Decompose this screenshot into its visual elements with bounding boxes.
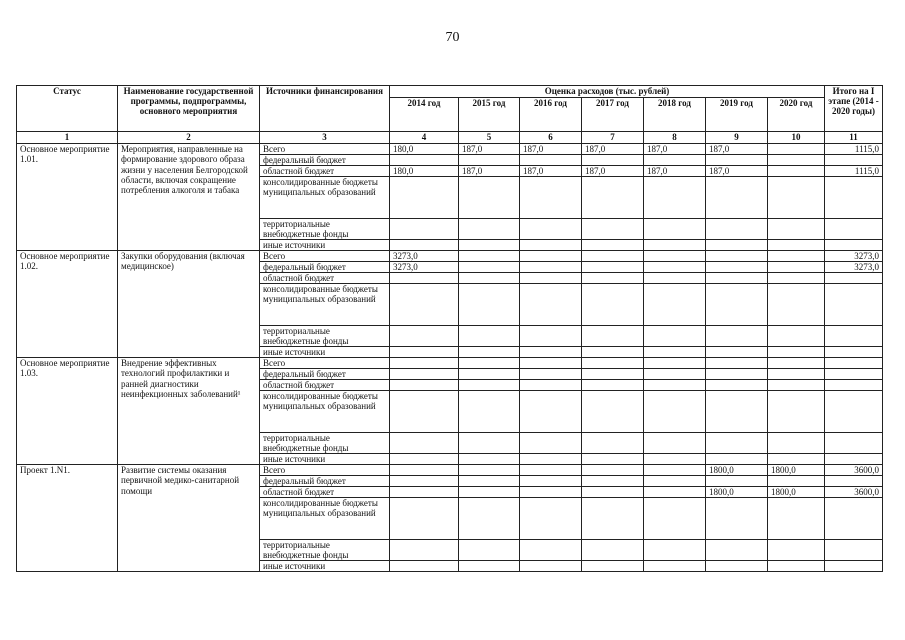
column-numbers-row [17,132,883,144]
year-value-cell [520,177,582,219]
year-value-cell [582,155,644,166]
row-status: Основное мероприятие 1.02. [17,251,118,358]
header-costs-group: Оценка расходов (тыс. рублей) [390,86,825,98]
year-value-cell [582,433,644,454]
year-value-cell [644,251,706,262]
year-value-cell [582,454,644,465]
total-value-cell [825,284,883,326]
year-value-cell [706,391,768,433]
year-value-cell: 3273,0 [390,251,459,262]
year-value-cell [644,240,706,251]
year-value-cell: 1800,0 [768,465,825,476]
column-number: 8 [644,132,706,144]
year-value-cell [459,273,520,284]
year-value-cell [390,498,459,540]
row-activity-name: Развитие системы оказания первичной медико-санитарной помощи [118,465,260,572]
total-value-cell [825,540,883,561]
year-value-cell [706,454,768,465]
year-value-cell: 187,0 [644,144,706,155]
header-sources: Источники финансирования [260,86,390,132]
year-value-cell [768,347,825,358]
year-value-cell [706,240,768,251]
year-value-cell [768,498,825,540]
year-value-cell [459,454,520,465]
year-value-cell [459,476,520,487]
year-value-cell [706,284,768,326]
year-value-cell [644,454,706,465]
header-year: 2016 год [520,98,582,132]
total-value-cell [825,155,883,166]
total-value-cell [825,454,883,465]
funding-source-label: территориальные внебюджетные фонды [260,540,390,561]
year-value-cell [520,369,582,380]
year-value-cell [768,155,825,166]
year-value-cell [520,347,582,358]
funding-source-label: консолидированные бюджеты муниципальных образований [260,498,390,540]
year-value-cell: 187,0 [582,166,644,177]
year-value-cell [644,561,706,572]
year-value-cell [520,561,582,572]
total-value-cell [825,369,883,380]
year-value-cell [520,240,582,251]
column-number: 6 [520,132,582,144]
funding-source-label: Всего [260,144,390,155]
budget-table [16,85,883,572]
year-value-cell [390,380,459,391]
funding-source-label: областной бюджет [260,487,390,498]
year-value-cell [459,498,520,540]
year-value-cell: 187,0 [459,144,520,155]
year-value-cell [768,369,825,380]
row-status: Основное мероприятие 1.03. [17,358,118,465]
year-value-cell [390,487,459,498]
row-status: Проект 1.N1. [17,465,118,572]
year-value-cell [582,476,644,487]
total-value-cell [825,358,883,369]
header-year: 2015 год [459,98,520,132]
year-value-cell [706,177,768,219]
year-value-cell [520,284,582,326]
year-value-cell: 187,0 [582,144,644,155]
year-value-cell [520,219,582,240]
year-value-cell [390,391,459,433]
funding-source-label: федеральный бюджет [260,262,390,273]
year-value-cell [644,391,706,433]
total-value-cell [825,391,883,433]
year-value-cell [459,251,520,262]
year-value-cell [706,433,768,454]
year-value-cell: 187,0 [706,144,768,155]
year-value-cell: 1800,0 [768,487,825,498]
year-value-cell [390,540,459,561]
page-number: 70 [445,30,460,45]
year-value-cell [644,273,706,284]
total-value-cell [825,347,883,358]
year-value-cell [390,454,459,465]
year-value-cell [520,476,582,487]
year-value-cell [459,240,520,251]
column-number: 11 [825,132,883,144]
total-value-cell [825,326,883,347]
row-status: Основное мероприятие 1.01. [17,144,118,251]
year-value-cell [582,465,644,476]
year-value-cell: 180,0 [390,166,459,177]
funding-source-label: иные источники [260,561,390,572]
year-value-cell [768,166,825,177]
column-number: 9 [706,132,768,144]
table-row [17,358,883,369]
row-activity-name: Внедрение эффективных технологий профилактики и ранней диагностики неинфекционных заболеваний¹ [118,358,260,465]
header-year: 2014 год [390,98,459,132]
year-value-cell [582,380,644,391]
year-value-cell [582,240,644,251]
total-value-cell [825,433,883,454]
year-value-cell [390,347,459,358]
funding-source-label: Всего [260,465,390,476]
funding-source-label: консолидированные бюджеты муниципальных образований [260,284,390,326]
year-value-cell [768,251,825,262]
year-value-cell [582,487,644,498]
funding-source-label: консолидированные бюджеты муниципальных образований [260,391,390,433]
funding-source-label: иные источники [260,347,390,358]
year-value-cell: 187,0 [706,166,768,177]
year-value-cell [459,262,520,273]
year-value-cell [520,262,582,273]
table-row [17,465,883,476]
year-value-cell [520,465,582,476]
header-year: 2017 год [582,98,644,132]
year-value-cell [706,155,768,166]
year-value-cell [706,369,768,380]
header-year: 2019 год [706,98,768,132]
year-value-cell [390,240,459,251]
year-value-cell [768,219,825,240]
year-value-cell [644,498,706,540]
header-year: 2020 год [768,98,825,132]
column-number: 5 [459,132,520,144]
year-value-cell [706,219,768,240]
total-value-cell [825,380,883,391]
year-value-cell [768,561,825,572]
year-value-cell [520,155,582,166]
year-value-cell [706,476,768,487]
year-value-cell [520,498,582,540]
year-value-cell [390,177,459,219]
year-value-cell [644,465,706,476]
funding-source-label: областной бюджет [260,380,390,391]
total-value-cell [825,177,883,219]
year-value-cell [390,284,459,326]
funding-source-label: областной бюджет [260,273,390,284]
year-value-cell [644,155,706,166]
year-value-cell: 1800,0 [706,465,768,476]
year-value-cell [520,273,582,284]
year-value-cell [459,487,520,498]
funding-source-label: областной бюджет [260,166,390,177]
year-value-cell [644,284,706,326]
year-value-cell [520,454,582,465]
year-value-cell [706,251,768,262]
year-value-cell [768,326,825,347]
year-value-cell [459,465,520,476]
year-value-cell [390,465,459,476]
year-value-cell [582,326,644,347]
funding-source-label: федеральный бюджет [260,476,390,487]
year-value-cell [520,326,582,347]
total-value-cell [825,476,883,487]
year-value-cell [768,273,825,284]
year-value-cell [706,498,768,540]
year-value-cell [390,273,459,284]
year-value-cell [644,326,706,347]
total-value-cell [825,219,883,240]
year-value-cell [644,433,706,454]
year-value-cell: 187,0 [520,166,582,177]
year-value-cell [520,540,582,561]
year-value-cell [582,284,644,326]
year-value-cell [390,561,459,572]
year-value-cell [706,347,768,358]
year-value-cell [520,487,582,498]
year-value-cell [459,369,520,380]
total-value-cell: 3600,0 [825,465,883,476]
year-value-cell [390,358,459,369]
total-value-cell: 3273,0 [825,262,883,273]
year-value-cell [644,347,706,358]
year-value-cell [768,177,825,219]
year-value-cell [768,391,825,433]
year-value-cell [459,326,520,347]
year-value-cell [459,540,520,561]
year-value-cell [459,177,520,219]
year-value-cell: 187,0 [459,166,520,177]
year-value-cell [390,476,459,487]
year-value-cell [390,155,459,166]
year-value-cell [459,219,520,240]
year-value-cell [644,262,706,273]
year-value-cell [390,433,459,454]
year-value-cell [768,144,825,155]
funding-source-label: иные источники [260,454,390,465]
year-value-cell [459,380,520,391]
total-value-cell: 3273,0 [825,251,883,262]
year-value-cell [520,358,582,369]
total-value-cell: 3600,0 [825,487,883,498]
year-value-cell [706,380,768,391]
year-value-cell [582,262,644,273]
year-value-cell [390,326,459,347]
funding-source-label: территориальные внебюджетные фонды [260,219,390,240]
year-value-cell: 180,0 [390,144,459,155]
year-value-cell [644,476,706,487]
year-value-cell [768,262,825,273]
table-row [17,144,883,155]
year-value-cell [706,561,768,572]
funding-source-label: территориальные внебюджетные фонды [260,433,390,454]
total-value-cell [825,240,883,251]
year-value-cell [644,177,706,219]
column-number: 3 [260,132,390,144]
year-value-cell [768,454,825,465]
year-value-cell [768,476,825,487]
year-value-cell: 187,0 [644,166,706,177]
year-value-cell [706,262,768,273]
column-number: 2 [118,132,260,144]
year-value-cell [768,240,825,251]
year-value-cell [706,273,768,284]
funding-source-label: иные источники [260,240,390,251]
year-value-cell [582,251,644,262]
year-value-cell [706,540,768,561]
year-value-cell [459,433,520,454]
year-value-cell [459,347,520,358]
year-value-cell: 3273,0 [390,262,459,273]
year-value-cell [459,391,520,433]
year-value-cell [644,369,706,380]
year-value-cell [644,380,706,391]
year-value-cell [768,540,825,561]
year-value-cell [768,358,825,369]
funding-source-label: федеральный бюджет [260,155,390,166]
year-value-cell: 1800,0 [706,487,768,498]
year-value-cell [582,561,644,572]
year-value-cell [520,391,582,433]
year-value-cell [390,369,459,380]
year-value-cell [706,326,768,347]
total-value-cell [825,561,883,572]
row-activity-name: Мероприятия, направленные на формирование здорового образа жизни у населения Белгородской области, включая сокращение потребления алкоголя и табака [118,144,260,251]
total-value-cell [825,273,883,284]
header-status: Статус [17,86,118,132]
funding-source-label: консолидированные бюджеты муниципальных образований [260,177,390,219]
year-value-cell [582,391,644,433]
year-value-cell [582,498,644,540]
year-value-cell [582,358,644,369]
header-year: 2018 год [644,98,706,132]
year-value-cell [459,284,520,326]
table-body [17,144,883,572]
year-value-cell [582,219,644,240]
year-value-cell [582,273,644,284]
year-value-cell [520,433,582,454]
year-value-cell [768,380,825,391]
year-value-cell [520,251,582,262]
year-value-cell [582,540,644,561]
column-number: 7 [582,132,644,144]
year-value-cell [644,487,706,498]
year-value-cell [582,369,644,380]
header-name: Наименование государственной программы, подпрограммы, основного мероприятия [118,86,260,132]
year-value-cell [390,219,459,240]
year-value-cell [706,358,768,369]
year-value-cell [582,347,644,358]
column-number: 4 [390,132,459,144]
year-value-cell [459,358,520,369]
year-value-cell [768,433,825,454]
total-value-cell: 1115,0 [825,144,883,155]
funding-source-label: федеральный бюджет [260,369,390,380]
year-value-cell [520,380,582,391]
year-value-cell: 187,0 [520,144,582,155]
table-row [17,251,883,262]
year-value-cell [644,219,706,240]
column-number: 1 [17,132,118,144]
year-value-cell [582,177,644,219]
year-value-cell [459,155,520,166]
funding-source-label: территориальные внебюджетные фонды [260,326,390,347]
year-value-cell [644,358,706,369]
funding-source-label: Всего [260,358,390,369]
header-total: Итого на I этапе (2014 - 2020 годы) [825,86,883,132]
row-activity-name: Закупки оборудования (включая медицинское) [118,251,260,358]
year-value-cell [768,284,825,326]
funding-source-label: Всего [260,251,390,262]
total-value-cell: 1115,0 [825,166,883,177]
year-value-cell [644,540,706,561]
column-number: 10 [768,132,825,144]
year-value-cell [459,561,520,572]
total-value-cell [825,498,883,540]
